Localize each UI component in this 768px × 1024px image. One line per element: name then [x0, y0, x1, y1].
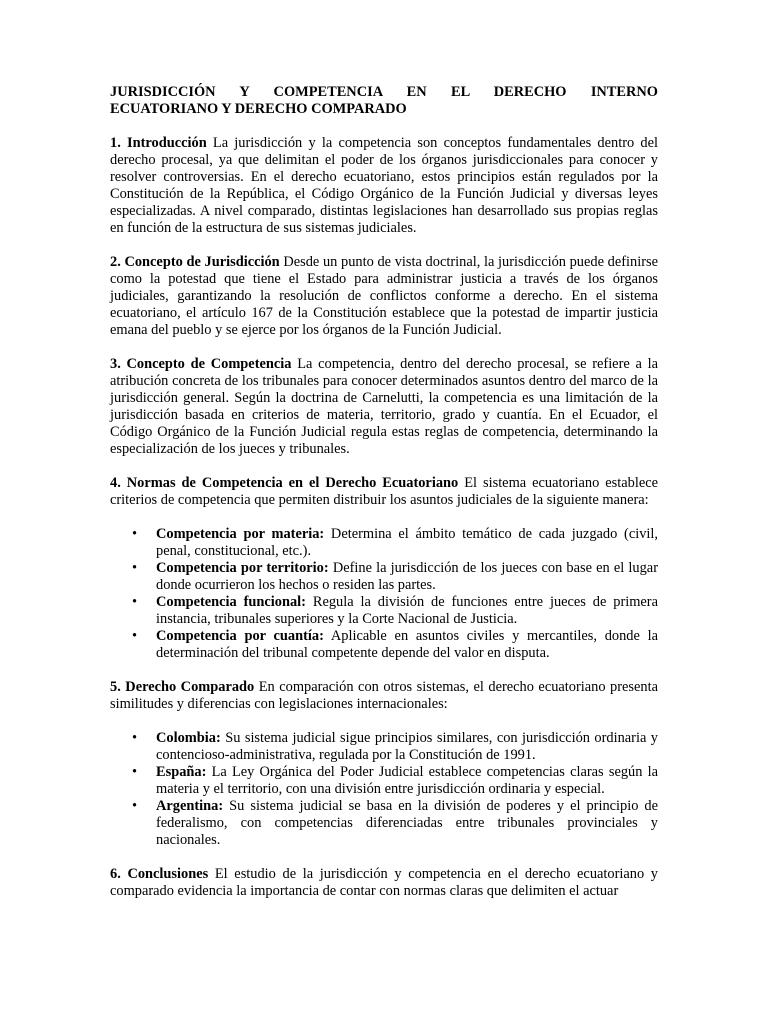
list-item-label: Argentina: — [156, 798, 224, 814]
list-item — [156, 730, 658, 764]
section-competencia — [110, 356, 658, 458]
section-heading: 6. Conclusiones — [110, 866, 209, 882]
section-heading: 5. Derecho Comparado — [110, 679, 255, 695]
section-heading: 4. Normas de Competencia en el Derecho Ecuatoriano — [110, 475, 459, 491]
list-item — [156, 560, 658, 594]
list-item-text: Determina el ámbito temático de cada juzgado (civil, penal, constitucional, etc.). — [156, 526, 658, 559]
section-text: La jurisdicción y la competencia son conceptos fundamentales dentro del derecho procesal, ya que delimitan el poder de los órganos jurisdiccionales para conocer y resolver controversias. En el derecho ecuatoriano, estos principios están regulados por la Constitución de la República, el Código Orgánico de la Función Judicial y diversas leyes especializadas. A nivel comparado, distintas legislaciones han desarrollado sus propias reglas en función de la estructura de sus sistemas judiciales. — [110, 135, 658, 236]
list-item-text: Regula la división de funciones entre jueces de primera instancia, tribunales superiores y la Corte Nacional de Justicia. — [156, 594, 658, 627]
document-title — [110, 84, 658, 118]
section-text: La competencia, dentro del derecho procesal, se refiere a la atribución concreta de los tribunales para conocer determinados asuntos dentro del marco de la jurisdicción general. Según la doctrina de Carnelutti, la competencia es una limitación de la jurisdicción basada en criterios de materia, territorio, grado y cuantía. En el Ecuador, el Código Orgánico de la Función Judicial regula estas reglas de competencia, determinando la especialización de los jueces y tribunales. — [110, 356, 658, 457]
section-normas — [110, 475, 658, 509]
list-item-label: Competencia funcional: — [156, 594, 306, 610]
list-item-label: Competencia por materia: — [156, 526, 325, 542]
list-item-label: Colombia: — [156, 730, 221, 746]
normas-list — [110, 526, 658, 662]
list-item-text: Aplicable en asuntos civiles y mercantiles, donde la determinación del tribunal competente depende del valor en disputa. — [156, 628, 659, 661]
comparado-list — [110, 730, 658, 849]
list-item-text: Su sistema judicial se basa en la división de poderes y el principio de federalismo, con competencias diferenciadas entre tribunales provinciales y nacionales. — [156, 798, 658, 848]
list-item-text: La Ley Orgánica del Poder Judicial establece competencias claras según la materia y el territorio, con una división entre jurisdicción ordinaria y especial. — [156, 764, 658, 797]
section-jurisdiccion — [110, 254, 658, 339]
section-text: En comparación con otros sistemas, el derecho ecuatoriano presenta similitudes y diferencias con legislaciones internacionales: — [110, 679, 658, 712]
section-introduccion — [110, 135, 658, 237]
list-item — [156, 526, 658, 560]
list-item — [156, 764, 658, 798]
list-item-label: España: — [156, 764, 207, 780]
section-comparado — [110, 679, 658, 713]
list-item — [156, 628, 658, 662]
list-item-label: Competencia por cuantía: — [156, 628, 324, 644]
section-text: El sistema ecuatoriano establece criterios de competencia que permiten distribuir los asuntos judiciales de la siguiente manera: — [110, 475, 658, 508]
title-line-1: JURISDICCIÓN Y COMPETENCIA EN EL DERECHO INTERNO — [110, 84, 658, 100]
section-heading: 2. Concepto de Jurisdicción — [110, 254, 280, 270]
list-item-text: Su sistema judicial sigue principios similares, con jurisdicción ordinaria y contencioso-administrativa, regulada por la Constitución de 1991. — [156, 730, 658, 763]
section-heading: 3. Concepto de Competencia — [110, 356, 292, 372]
section-conclusiones — [110, 866, 658, 900]
list-item — [156, 798, 658, 849]
document-page — [110, 84, 658, 917]
section-text: Desde un punto de vista doctrinal, la jurisdicción puede definirse como la potestad que tiene el Estado para administrar justicia a través de los órganos judiciales, garantizando la resolución de conflictos conforme a derecho. En el sistema ecuatoriano, el artículo 167 de la Constitución establece que la potestad de impartir justicia emana del pueblo y se ejerce por los órganos de la Función Judicial. — [110, 254, 658, 338]
title-line-2: ECUATORIANO Y DERECHO COMPARADO — [110, 101, 407, 117]
list-item-text: Define la jurisdicción de los jueces con base en el lugar donde ocurrieron los hechos o residen las partes. — [156, 560, 658, 593]
section-heading: 1. Introducción — [110, 135, 207, 151]
list-item-label: Competencia por territorio: — [156, 560, 329, 576]
section-text: El estudio de la jurisdicción y competencia en el derecho ecuatoriano y comparado evidencia la importancia de contar con normas claras que delimiten el actuar — [110, 866, 659, 899]
list-item — [156, 594, 658, 628]
